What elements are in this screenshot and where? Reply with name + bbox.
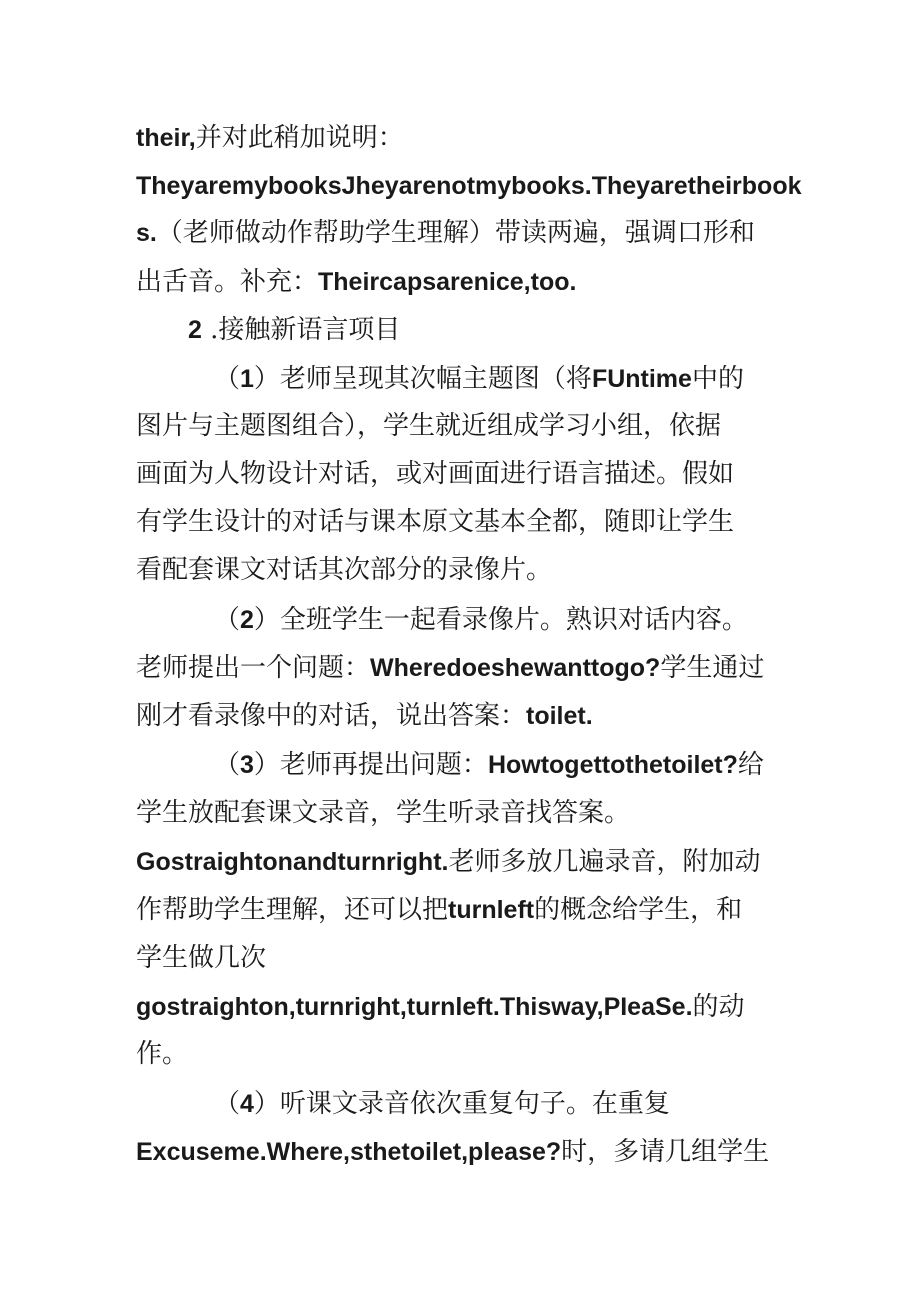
text-run: ）老师再提出问题： [253,750,488,780]
text-run: 学生放配套课文录音，学生听录音找答案。 [136,798,631,828]
text-run: 的动 [692,992,745,1022]
text-line [136,169,802,203]
text-line [214,748,764,782]
text-run: 看配套课文对话其次部分的录像片。 [136,555,553,585]
text-run: s. [136,219,157,247]
text-run: 时，多请几组学生 [561,1137,770,1167]
text-run: 给 [737,750,764,780]
text-run: Excuseme.Where,sthetoilet,please? [136,1138,562,1166]
text-run: 学生通过 [660,653,765,683]
text-run: 2 [188,316,202,344]
text-line [136,505,734,539]
text-run: FUntime [591,365,692,393]
text-run: 出舌音。补充： [136,267,319,297]
text-run: 画面为人物设计对话，或对画面进行语言描述。假如 [136,459,735,489]
text-run: their, [136,124,196,152]
text-run: 作。 [136,1039,189,1069]
text-line [136,893,742,927]
text-run: 的概念给学生，和 [534,895,743,925]
text-line [136,796,630,830]
text-run: （ [214,1089,241,1119]
text-run: ）老师呈现其次幅主题图（将 [253,364,592,394]
text-line [214,1087,670,1121]
text-run: （老师做动作帮助学生理解）带读两遍，强调口形和 [156,218,755,248]
text-run: 1 [240,365,254,393]
text-run: 2 [240,606,254,634]
text-run: toilet. [526,702,593,730]
text-run: 刚才看录像中的对话，说出答案： [136,701,527,731]
text-run: 有学生设计的对话与课本原文基本全都，随即让学生 [136,507,735,537]
text-run: Theircapsarenice,too. [318,268,577,296]
text-run: （ [214,364,241,394]
text-run: 老师多放几遍录音，附加动 [448,847,761,877]
text-run: gostraighton,turnright,turnleft.Thisway,PIeaSe. [136,993,693,1021]
text-run: 老师提出一个问题： [136,653,371,683]
text-run: 中的 [691,364,744,394]
text-run: 4 [240,1090,254,1118]
text-run: Wheredoeshewanttogo? [370,654,661,682]
text-run: 3 [240,751,254,779]
text-run: ）全班学生一起看录像片。熟识对话内容。 [253,605,748,635]
text-run: 并对此稍加说明： [195,123,404,153]
text-run: .接触新语言项目 [201,315,401,345]
text-line [136,553,552,587]
text-line [136,457,734,491]
text-run: 图片与主题图组合），学生就近组成学习小组，依据 [136,411,722,441]
text-line [214,603,748,637]
text-line [136,990,745,1024]
section-heading [188,313,400,347]
text-run: Gostraightonandturnright. [136,848,449,876]
text-line [136,699,593,733]
text-line [136,216,755,250]
text-run: turnleft [448,896,535,924]
text-line [136,121,404,155]
text-run: 学生做几次 [136,943,267,973]
text-run: TheyaremybooksJheyarenotmybooks.Theyaretheirbook [136,172,802,200]
text-line [136,1135,769,1169]
text-run: （ [214,750,241,780]
text-run: （ [214,605,241,635]
text-line [136,1037,188,1071]
text-line [136,409,721,443]
text-run: Howtogettothetoilet? [487,751,738,779]
text-line [136,651,764,685]
text-run: ）听课文录音依次重复句子。在重复 [253,1089,670,1119]
text-line [136,941,266,975]
text-run: 作帮助学生理解，还可以把 [136,895,449,925]
text-line [136,265,576,299]
text-line [136,845,760,879]
text-line [214,362,744,396]
